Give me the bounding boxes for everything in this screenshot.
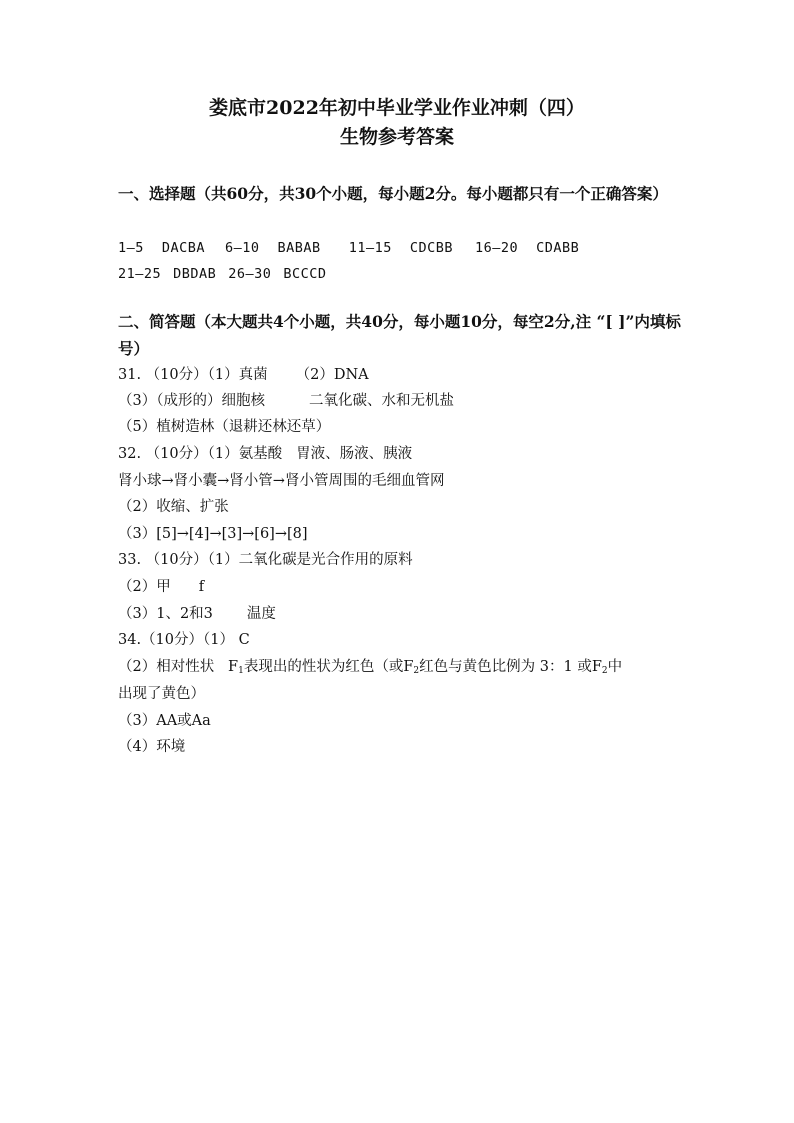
q33-line-3: [118, 604, 276, 624]
q33-line-2: [118, 577, 204, 597]
q34-answer-2-continued: 出现了黄色）: [118, 686, 205, 702]
mc-range: 11—15: [348, 240, 392, 256]
q32-path: 肾小球→肾小囊→肾小管→肾小管周围的毛细血管网: [118, 473, 445, 489]
mc-answers-row-2: [118, 264, 327, 284]
q31-answer-3: （3）（成形的）细胞核: [118, 393, 265, 409]
mc-range: 1—5: [118, 240, 144, 256]
q32-answer-1b: 胃液、肠液、胰液: [296, 446, 413, 462]
mc-answer-group: DACBA: [161, 240, 206, 256]
section2-heading: 二、简答题（本大题共4个小题，共40分，每小题10分，每空2分,注 “[ ]”内填标号）: [118, 312, 681, 358]
q33-answer-3b: 温度: [246, 606, 276, 622]
mc-answer-group: BABAB: [277, 240, 321, 256]
q33-answer-2: （2）甲: [118, 579, 171, 595]
mc-answer-group: CDABB: [536, 240, 580, 256]
q33-label: 33. （10分）: [118, 552, 208, 568]
q32-line-1: [118, 444, 412, 464]
mc-answers-row-1: [118, 238, 579, 258]
q31-answer-2: （2）DNA: [295, 367, 369, 383]
mc-answer-group: CDCBB: [409, 240, 453, 256]
q31-answer-5: （5）植树造林（退耕还林还草）: [118, 419, 331, 435]
q31-line-2: [118, 391, 454, 411]
q34-answer-4: （4）环境: [118, 739, 186, 755]
document-subtitle: 生物参考答案: [339, 126, 454, 148]
q31-line-1: [118, 365, 369, 385]
q33-answer-2b: f: [198, 579, 205, 595]
q31-answer-3b: 二氧化碳、水和无机盐: [308, 393, 454, 409]
q34-answer-1: （1） C: [203, 632, 250, 648]
q32-label: 32. （10分）: [118, 446, 208, 462]
q33-line-1: [118, 550, 413, 570]
mc-range: 16—20: [474, 240, 519, 256]
mc-range: 26—30: [228, 266, 272, 282]
q32-answer-2: （2）收缩、扩张: [118, 499, 229, 515]
q31-label: 31. （10分）: [118, 367, 208, 383]
q34-label: 34.（10分）: [118, 632, 204, 648]
mc-answer-group: DBDAB: [173, 266, 217, 282]
section1-heading: 一、选择题（共60分，共30个小题，每小题2分。每小题都只有一个正确答案）: [118, 184, 668, 203]
mc-answer-group: BCCCD: [283, 266, 327, 282]
q34-answer-3: （3）AA或Aa: [118, 713, 211, 729]
q34-line-1: [118, 630, 250, 650]
q34-answer-2: （2）相对性状 $F_1$表现出的性状为红色（或$F_2$红色与黄色比例为 3：1 或$F_2$中: [118, 659, 623, 676]
q33-answer-3: （3）1、2和3: [118, 606, 213, 622]
mc-range: 21—25: [118, 266, 162, 282]
q33-answer-1: （1）二氧化碳是光合作用的原料: [207, 552, 413, 568]
q31-answer-1: （1）真菌: [207, 367, 268, 383]
mc-range: 6—10: [225, 240, 260, 256]
q32-answer-3: （3）[5]→[4]→[3]→[6]→[8]: [118, 526, 308, 542]
q32-answer-1: （1）氨基酸: [207, 446, 283, 462]
document-title: 娄底市2022年初中毕业学业作业冲刺（四）: [209, 97, 585, 119]
